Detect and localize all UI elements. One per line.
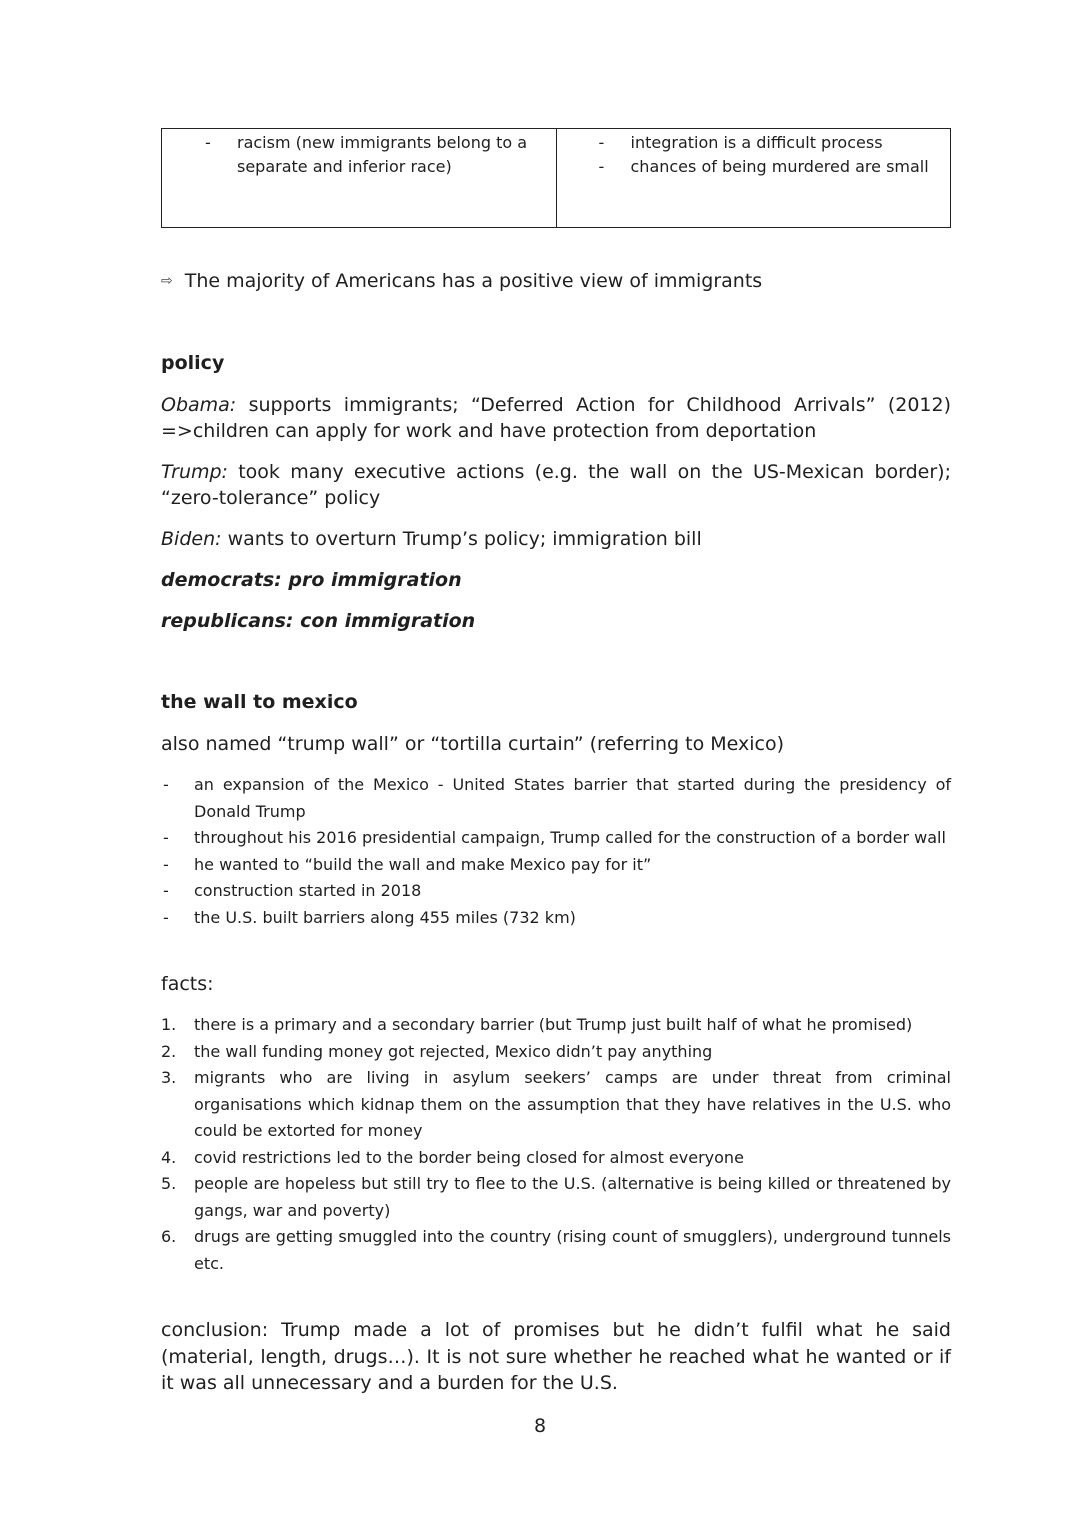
conclusion-arrow-line: ⇨ The majority of Americans has a positive view of immigrants [161,270,763,292]
trump-paragraph: Trump: took many executive actions (e.g. the wall on the US-Mexican border); “zero-tolerance” policy [161,461,951,509]
list-item: 3. migrants who are living in asylum seekers’ camps are under threat from criminal organisations which kidnap them on the assumption that they have relatives in the U.S. who could be extorted for money [161,1068,951,1140]
table-item: - integration is a difficult process [598,133,883,152]
list-item: - he wanted to “build the wall and make Mexico pay for it” [161,852,951,879]
table-item: - racism (new immigrants belong to a separate and inferior race) [205,133,528,176]
facts-list [161,1012,951,1277]
comparison-table [161,128,951,228]
list-item: - throughout his 2016 presidential campaign, Trump called for the construction of a border wall [161,825,951,852]
wall-intro: also named “trump wall” or “tortilla curtain” (referring to Mexico) [161,733,785,755]
page-number: 8 [533,1415,547,1437]
wall-heading: the wall to mexico [161,691,358,713]
list-item: - an expansion of the Mexico - United States barrier that started during the presidency of Donald Trump [161,772,951,825]
table-cell-left [162,129,556,227]
arrow-right-icon: ⇨ [161,273,173,289]
policy-heading: policy [161,352,225,374]
list-item: 2. the wall funding money got rejected, Mexico didn’t pay anything [161,1041,713,1061]
list-item: - construction started in 2018 [161,878,951,905]
wall-bullet-list [161,772,951,931]
table-cell-right [556,129,951,227]
list-item: 5. people are hopeless but still try to flee to the U.S. (alternative is being killed or threatened by gangs, war and poverty) [161,1174,951,1220]
list-item: 6. drugs are getting smuggled into the country (rising count of smugglers), underground tunnels etc. [161,1227,951,1273]
facts-label: facts: [161,973,214,995]
democrats-line: democrats: pro immigration [161,569,462,591]
list-item: 4. covid restrictions led to the border being closed for almost everyone [161,1147,744,1167]
list-item: 1. there is a primary and a secondary barrier (but Trump just built half of what he promised) [161,1015,913,1034]
republicans-line: republicans: con immigration [161,610,476,632]
conclusion-paragraph: conclusion: Trump made a lot of promises but he didn’t fulfil what he said (material, length, drugs…). It is not sure whether he reached what he wanted or if it was all unnecessary and a burden for the U.S. [161,1319,951,1394]
table-item: - chances of being murdered are small [598,157,929,176]
list-item: - the U.S. built barriers along 455 miles (732 km) [161,905,951,932]
obama-paragraph: Obama: supports immigrants; “Deferred Action for Childhood Arrivals” (2012) =>children can apply for work and have protection from deportation [161,394,951,442]
biden-paragraph: Biden: wants to overturn Trump’s policy; immigration bill [161,528,702,550]
